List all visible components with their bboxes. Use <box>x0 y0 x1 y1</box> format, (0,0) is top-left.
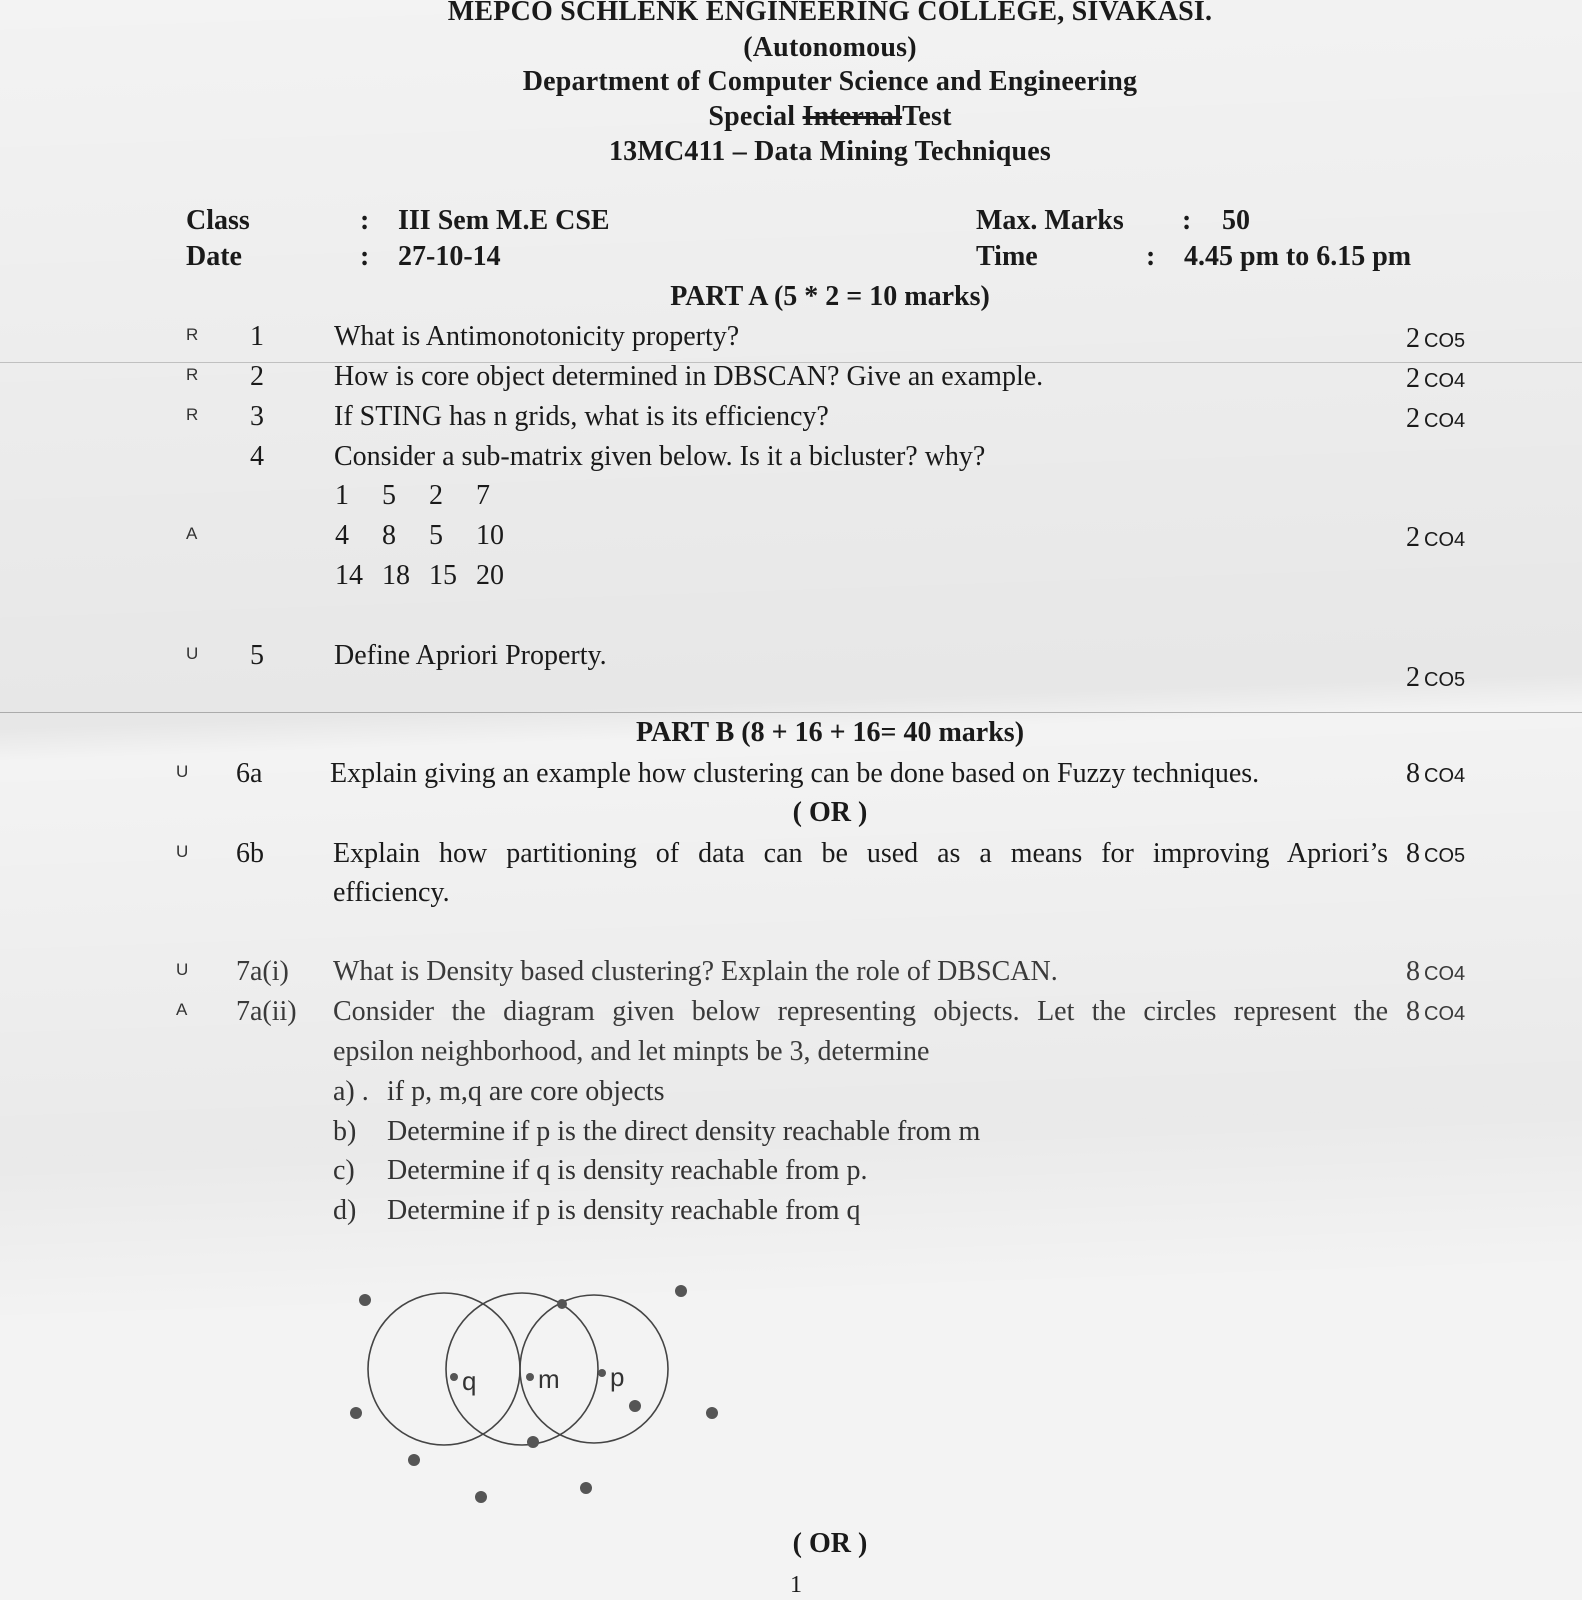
epsilon-circle-q <box>368 1293 520 1445</box>
co-label: CO4 <box>1424 410 1466 432</box>
test-title-word2: Test <box>902 101 952 132</box>
sub-item-label: d) <box>333 1195 357 1226</box>
question-marks <box>1406 662 1465 694</box>
question-text: What is Density based clustering? Explain the role of DBSCAN. <box>333 956 1058 987</box>
page-number: 1 <box>790 1572 802 1598</box>
question-text-continued: epsilon neighborhood, and let minpts be 3, determine <box>333 1036 930 1067</box>
marks-value: 2 <box>1406 662 1420 693</box>
matrix-cell: 18 <box>382 560 410 591</box>
matrix-cell: 4 <box>335 520 349 551</box>
co-label: CO4 <box>1424 1003 1466 1025</box>
matrix-cell: 20 <box>476 560 504 591</box>
matrix-cell: 14 <box>335 560 363 591</box>
matrix-cell: 10 <box>476 520 504 551</box>
co-label: CO5 <box>1424 669 1466 691</box>
co-label: CO4 <box>1424 963 1466 985</box>
point-m-dot <box>526 1373 534 1381</box>
question-number: 7a(i) <box>236 956 289 987</box>
question-text: Consider the diagram given below representing objects. Let the circles represent the <box>333 996 1388 1027</box>
marks-value: 2 <box>1406 403 1420 434</box>
question-tag: A <box>186 524 198 543</box>
date-label: Date <box>186 241 242 272</box>
sub-item-label: c) <box>333 1155 355 1186</box>
co-label: CO4 <box>1424 765 1466 787</box>
label-q: q <box>462 1366 477 1396</box>
time-colon: : <box>1146 241 1156 272</box>
sub-item-text: Determine if q is density reachable from p. <box>387 1155 868 1186</box>
sub-item-text: if p, m,q are core objects <box>387 1076 665 1107</box>
test-title <box>0 101 1582 133</box>
object-point <box>350 1407 362 1419</box>
question-tag: R <box>186 405 199 424</box>
department-name: Department of Computer Science and Engineering <box>522 66 1138 97</box>
question-tag: U <box>176 762 189 781</box>
question-tag: A <box>176 1000 188 1019</box>
question-number: 3 <box>250 401 264 432</box>
question-text: If STING has n grids, what is its efficiency? <box>334 401 829 432</box>
point-p-dot <box>598 1369 606 1377</box>
matrix-row <box>335 520 523 552</box>
max-marks-value: 50 <box>1222 205 1250 236</box>
or-separator: ( OR ) <box>792 797 868 828</box>
marks-value: 8 <box>1406 758 1420 789</box>
max-marks-label: Max. Marks <box>976 205 1124 236</box>
sub-item-label: b) <box>333 1116 357 1147</box>
question-number: 6b <box>236 838 264 869</box>
object-point <box>629 1400 641 1412</box>
question-marks <box>1406 363 1465 395</box>
matrix-row <box>335 480 523 512</box>
object-point <box>359 1294 371 1306</box>
question-text-continued: efficiency. <box>333 877 450 908</box>
co-label: CO4 <box>1424 370 1466 392</box>
matrix-row <box>335 560 523 592</box>
question-marks <box>1406 996 1465 1028</box>
sub-item-label: a) . <box>333 1076 369 1107</box>
class-label: Class <box>186 205 250 236</box>
question-tag: R <box>186 365 199 384</box>
question-number: 7a(ii) <box>236 996 297 1027</box>
co-label: CO4 <box>1424 529 1466 551</box>
question-tag: R <box>186 325 199 344</box>
course-title: 13MC411 – Data Mining Techniques <box>608 136 1052 167</box>
co-label: CO5 <box>1424 845 1466 867</box>
label-p: p <box>610 1362 625 1392</box>
sub-item-text: Determine if p is the direct density reachable from m <box>387 1116 981 1147</box>
matrix-cell: 15 <box>429 560 457 591</box>
question-marks <box>1406 522 1465 554</box>
marks-value: 8 <box>1406 996 1420 1027</box>
marks-value: 2 <box>1406 323 1420 354</box>
marks-value: 2 <box>1406 363 1420 394</box>
question-text: Define Apriori Property. <box>334 640 607 671</box>
part-b-title: PART B (8 + 16 + 16= 40 marks) <box>635 717 1025 748</box>
question-tag: U <box>176 960 189 979</box>
question-text: How is core object determined in DBSCAN? Give an example. <box>334 361 1044 392</box>
matrix-cell: 2 <box>429 480 443 511</box>
question-number: 1 <box>250 321 264 352</box>
matrix-cell: 8 <box>382 520 396 551</box>
object-point <box>408 1454 420 1466</box>
question-marks <box>1406 323 1465 355</box>
test-title-word1: Special <box>708 101 796 132</box>
matrix-cell: 5 <box>382 480 396 511</box>
question-number: 5 <box>250 640 264 671</box>
question-marks <box>1406 838 1465 870</box>
class-value: III Sem M.E CSE <box>398 205 610 236</box>
question-number: 6a <box>236 758 263 789</box>
marks-value: 2 <box>1406 522 1420 553</box>
test-title-struck: Internal <box>802 101 903 132</box>
question-marks <box>1406 758 1465 790</box>
question-tag: U <box>176 842 189 861</box>
question-marks <box>1406 403 1465 435</box>
object-point <box>675 1285 687 1297</box>
object-point <box>557 1299 567 1309</box>
question-text: Explain giving an example how clustering can be done based on Fuzzy techniques. <box>330 758 1260 789</box>
sub-item-text: Determine if p is density reachable from q <box>387 1195 861 1226</box>
object-point <box>527 1436 539 1448</box>
marks-value: 8 <box>1406 838 1420 869</box>
max-marks-colon: : <box>1182 205 1192 236</box>
autonomous-label: (Autonomous) <box>743 32 917 63</box>
question-text: Consider a sub-matrix given below. Is it a bicluster? why? <box>334 441 986 472</box>
class-colon: : <box>360 205 370 236</box>
matrix-cell: 5 <box>429 520 443 551</box>
object-point <box>706 1407 718 1419</box>
question-marks <box>1406 956 1465 988</box>
object-point <box>580 1482 592 1494</box>
dbscan-diagram <box>330 1248 730 1518</box>
paper-fold <box>0 712 1582 713</box>
marks-value: 8 <box>1406 956 1420 987</box>
question-tag: U <box>186 644 199 663</box>
question-number: 4 <box>250 441 264 472</box>
point-q-dot <box>450 1373 458 1381</box>
college-name: MEPCO SCHLENK ENGINEERING COLLEGE, SIVAKASI. <box>447 0 1213 27</box>
question-text: Explain how partitioning of data can be used as a means for improving Apriori’s <box>333 838 1388 869</box>
time-value: 4.45 pm to 6.15 pm <box>1184 241 1412 272</box>
question-number: 2 <box>250 361 264 392</box>
object-point <box>475 1491 487 1503</box>
or-separator-footer: ( OR ) <box>792 1528 868 1559</box>
question-text: What is Antimonotonicity property? <box>334 321 740 352</box>
part-a-title: PART A (5 * 2 = 10 marks) <box>670 281 990 312</box>
time-label: Time <box>976 241 1038 272</box>
matrix-cell: 7 <box>476 480 490 511</box>
date-colon: : <box>360 241 370 272</box>
date-value: 27-10-14 <box>398 241 501 272</box>
label-m: m <box>538 1364 560 1394</box>
matrix-cell: 1 <box>335 480 349 511</box>
co-label: CO5 <box>1424 330 1466 352</box>
